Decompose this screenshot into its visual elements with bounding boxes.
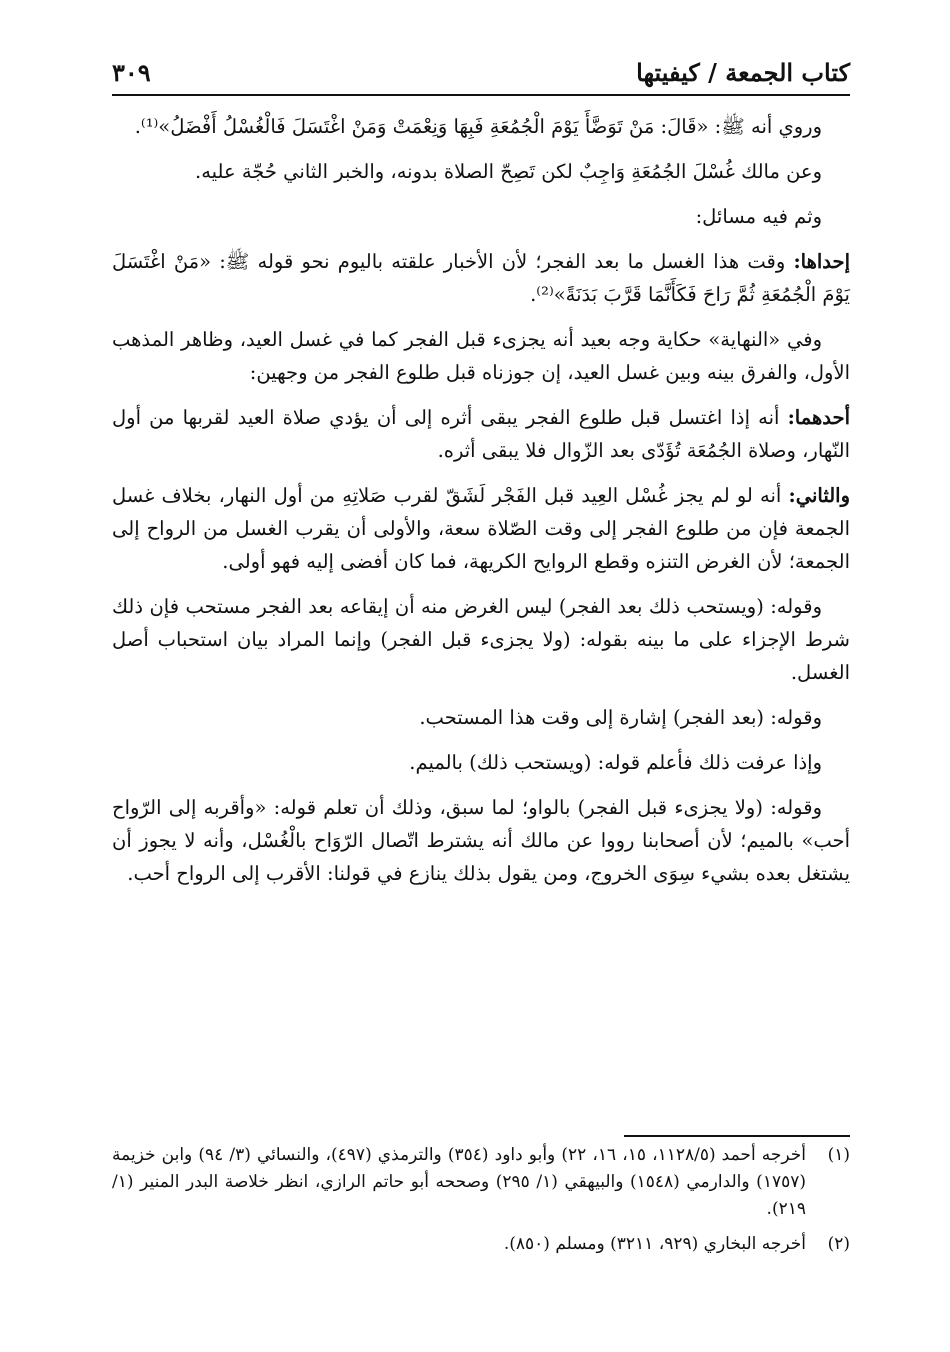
paragraph: وقوله: (بعد الفجر) إشارة إلى وقت هذا المستحب. [419,706,822,729]
footnote-marker: (١) [827,1145,850,1165]
paragraph-lead: أحدهما: [787,406,851,429]
paragraph: وقوله: (ولا يجزىء قبل الفجر) بالواو؛ لما سبق، وذلك أن تعلم قوله: «وأقربه إلى الرّواح أحب» بالميم؛ لأن أصحابنا رووا عن مالك أنه يشترط اتّصال الرّوَاح بالْغُسْل، وأنه لا يجوز أن يشتغل بعده بشيء سِوَى الخروج، ومن يقول بذلك ينازع في قولنا: الأقرب إلى الرواح أحب. [112,796,850,885]
paragraph-lead: إحداها: [793,250,851,273]
paragraph: وفي «النهاية» حكاية وجه بعيد أنه يجزىء قبل الفجر كما في غسل العيد، وظاهر المذهب الأول، والفرق بينه وبين غسل العيد، إن جوزناه قبل طلوع الفجر من وجهين: [112,328,850,384]
footnote [112,1231,850,1258]
paragraph: وقوله: (ويستحب ذلك بعد الفجر) ليس الغرض منه أن إيقاعه بعد الفجر مستحب فإن ذلك شرط الإجزاء على ما بينه بقوله: (ولا يجزىء قبل الفجر) وإنما المراد بيان استحباب أصل الغسل. [112,595,850,684]
footnotes [112,1142,850,1266]
chapter-title: كتاب الجمعة / كيفيتها [636,57,850,87]
footnote-divider [624,1135,850,1137]
footnote-text: أخرجه البخاري (٩٢٩، ٣٢١١) ومسلم (٨٥٠). [503,1234,806,1254]
paragraph: وإذا عرفت ذلك فأعلم قوله: (ويستحب ذلك) بالميم. [409,751,822,774]
main-text [112,110,850,902]
paragraph: إحداها: وقت هذا الغسل ما بعد الفجر؛ لأن الأخبار علقته باليوم نحو قوله ﷺ: «مَنْ اغْتَسَلَ يَوْمَ الْجُمُعَةِ ثُمَّ رَاحَ فَكَأَنَّمَا قَرَّبَ بَدَنَةً»⁽²⁾. [112,250,851,306]
footnote [112,1142,850,1223]
footnote-text: أخرجه أحمد (١١٢٨/٥، ١٥، ١٦، ٢٢) وأبو داود (٣٥٤) والترمذي (٤٩٧)، والنسائي (٣/ ٩٤) وابن خزيمة (١٧٥٧) والدارمي (١٥٤٨) والبيهقي (١/ ٢٩٥) وصححه أبو حاتم الرازي، انظر خلاصة البدر المنير (١/ ٢١٩). [112,1145,806,1219]
paragraph-lead: والثاني: [788,484,850,507]
paragraph: وثم فيه مسائل: [695,205,822,228]
page-number: ٣٠٩ [112,57,151,87]
paragraph: وروي أنه ﷺ: «قَالَ: مَنْ تَوَضَّأَ يَوْمَ الْجُمُعَةِ فَبِهَا وَنِعْمَتْ وَمَنْ اغْتَسَلَ فَالْغُسْلُ أَفْضَلُ»⁽¹⁾. [134,115,822,138]
footnote-marker: (٢) [827,1234,850,1254]
paragraph: وعن مالك غُسْلَ الجُمُعَةِ وَاجِبٌ لكن تَصِحّ الصلاة بدونه، والخبر الثاني حُجّة عليه. [195,160,822,183]
paragraph: أحدهما: أنه إذا اغتسل قبل طلوع الفجر يبقى أثره إلى أن يؤدي صلاة العيد لقربها من أول النّهار، وصلاة الجُمُعَة تُؤَدّى بعد الزّوال فلا يبقى أثره. [112,406,851,462]
paragraph: والثاني: أنه لو لم يجز غُسْل العِيد قبل الفَجْر لَشَقّ لقرب صَلاتِهِ من أول النهار، بخلاف غسل الجمعة فإن من طلوع الفجر إلى وقت الصّلاة سعة، والأولى أن يقرب الغسل من الرواح إلى الجمعة؛ لأن الغرض التنزه وقطع الروايح الكريهة، فما كان أفضى إليه فهو أولى. [112,484,850,573]
page-header [112,50,850,96]
